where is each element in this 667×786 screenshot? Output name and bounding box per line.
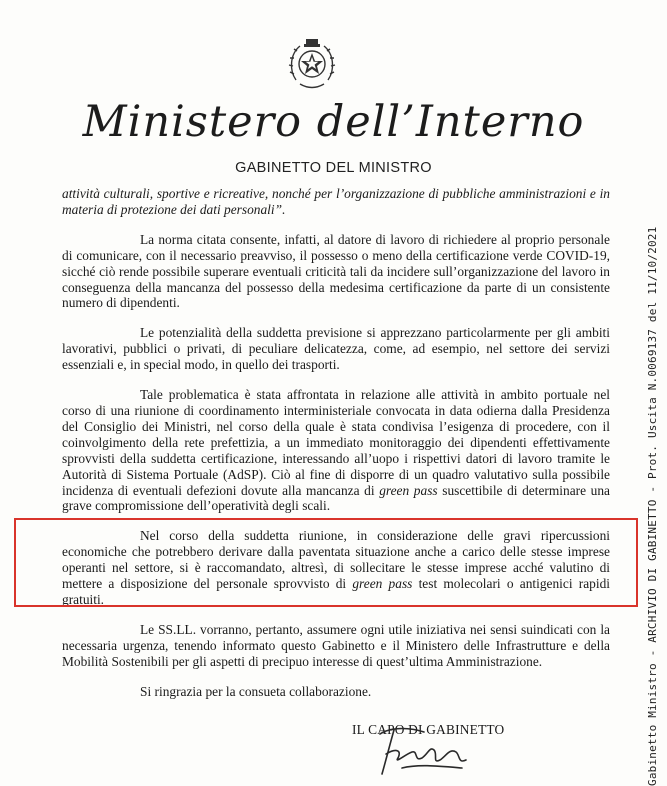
paragraph-ports-text-a: Tale problematica è stata affrontata in relazione alle attività in ambito portuale nel corso di una riunione di coordinamento interministeriale convocata in data odierna dalla Presidenza del Consiglio dei Ministri, nel corso della quale è stata condivisa l’esigenza di procedere, con il coinvolgimento della rete prefettizia, a un immediato monitoraggio dei dipendenti effettivamente sprovvisti della suddetta certificazione, interessando all’uopo i rispettivi datori di lavoro tramite le Autorità di Sistema Portuale (AdSP). Ciò al fine di disporre di un quadro valutativo sulla possibile incidenza di eventuali defezioni dovute alla mancanza di [62, 387, 610, 498]
paragraph-meeting-text-b: test molecolari o antigenici rapidi gratuiti. [62, 576, 610, 607]
paragraph-ports-text-b: suscettibile di determinare una grave compromissione dell’operatività degli scali. [62, 482, 610, 514]
ministry-title: Ministero dell’Interno [82, 97, 585, 147]
italian-republic-emblem-icon [286, 36, 338, 94]
paragraph-ports [62, 387, 610, 514]
paragraph-norm: La norma citata consente, infatti, al datore di lavoro di richiedere al proprio personale di comunicare, con il necessario preavviso, il possesso o meno della certificazione verde COVID-19, sicché ciò rende possibile superare eventuali criticità tali da incidere sull’organizzazione del lavoro in conseguenza della mancanza del possesso della medesima certificazione da parte di un consistente numero di dipendenti. [62, 231, 610, 311]
protocol-stamp: Gabinetto Ministro - ARCHIVIO DI GABINETTO - Prot. Uscita N.0069137 del 11/10/2021 [646, 226, 659, 786]
letter-body [62, 186, 610, 713]
paragraph-potential: Le potenzialità della suddetta previsione si apprezzano particolarmente per gli ambiti lavorativi, pubblici o privati, di peculiare delicatezza, come, ad esempio, nel settore dei servizi essenziali e, in special modo, in quello dei trasporti. [62, 325, 610, 373]
paragraph-request: Le SS.LL. vorranno, pertanto, assumere ogni utile iniziativa nei sensi suindicati con la necessaria urgenza, tenendo informato questo Gabinetto e il Ministero delle Infrastrutture e della Mobilità Sostenibili per gli aspetti di precipuo interesse di quest’ultima Amministrazione. [62, 621, 610, 669]
highlight-box [14, 518, 638, 607]
paragraph-meeting-text-a: Nel corso della suddetta riunione, in considerazione delle gravi ripercussioni economiche che potrebbero derivare dalla paventata situazione anche a carico delle stesse imprese operanti nel settore, si è raccomandato, altresì, di sollecitare le stesse imprese acché valutino di mettere a disposizione del personale sprovvisto di [62, 528, 610, 592]
paragraph-thanks: Si ringrazia per la consueta collaborazione. [140, 683, 372, 699]
paragraph-continuation: attività culturali, sportive e ricreative, nonché per l’organizzazione di pubbliche amministrazioni e in materia di protezione dei dati personali”. [62, 186, 610, 217]
green-pass-term: green pass [379, 482, 438, 498]
cabinet-subtitle: GABINETTO DEL MINISTRO [235, 160, 432, 176]
handwritten-signature [372, 724, 472, 778]
green-pass-term: green pass [352, 576, 413, 592]
signature-title: IL CAPO DI GABINETTO [352, 722, 505, 737]
